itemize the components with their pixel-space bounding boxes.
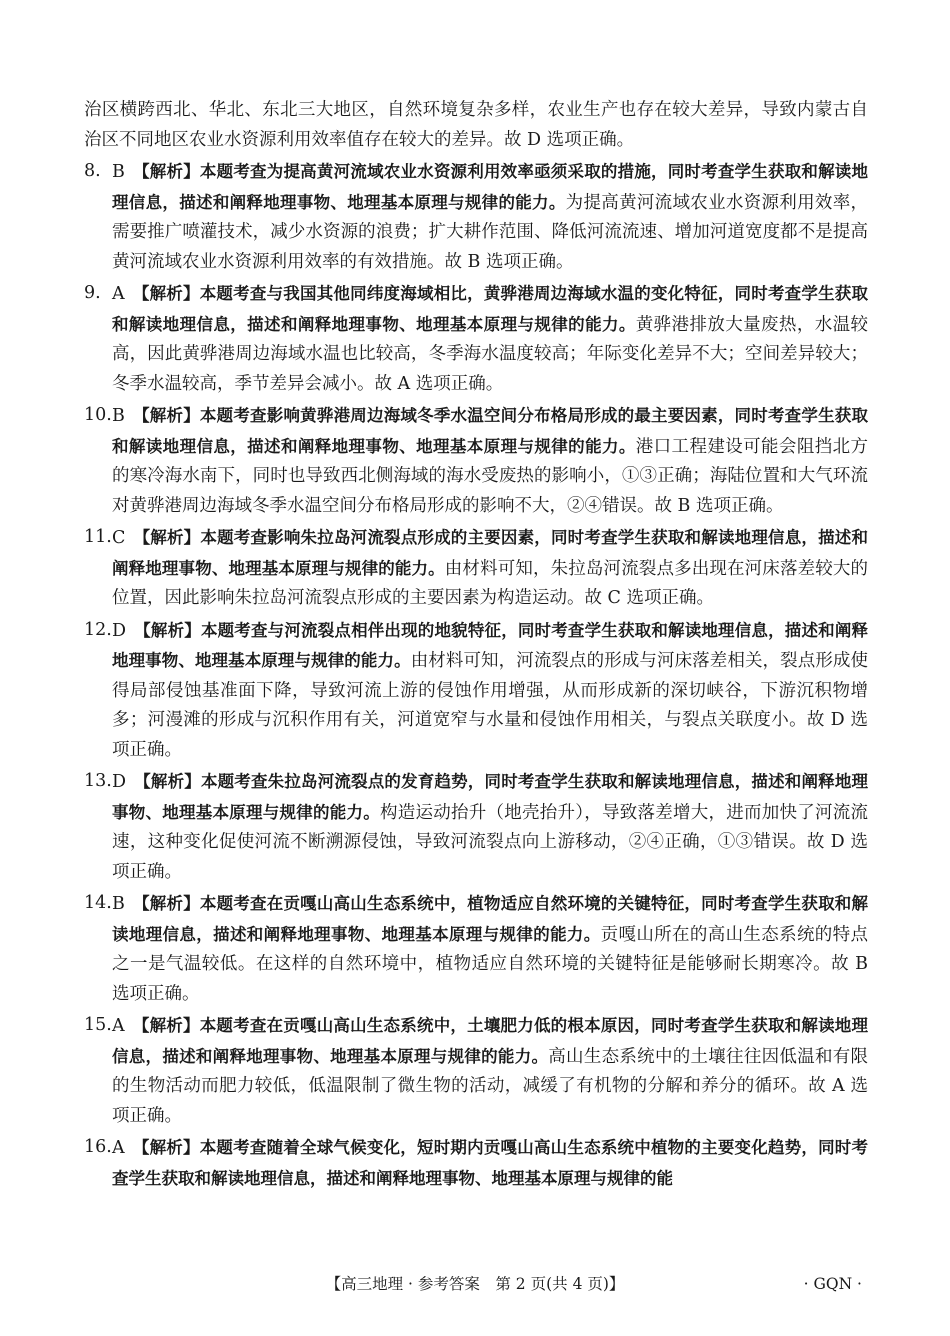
answer-item-12 [84,616,868,766]
analysis-text: 高山生态系统中的土壤往往因低温和有限的生物活动而肥力较低，低温限制了微生物的活动，减缓了有机物的分解和养分的循环。故 A 选项正确。 [112,1046,869,1126]
answer-item-11 [84,523,868,614]
item-answer: D [112,620,127,641]
item-number: 13. [84,771,112,791]
analysis-tag: 【解析】 [132,284,200,303]
analysis-focus: 本题考查与我国其他同纬度海域相比，黄骅港周边海域水温的变化特征，同时考查学生获取和解读地理信息，描述和阐释地理事物、地理基本原理与规律的能力。 [112,284,869,334]
analysis-tag: 【解析】 [133,528,201,547]
answer-item-16 [84,1133,868,1194]
analysis-focus: 本题考查为提高黄河流域农业水资源利用效率亟须采取的措施，同时考查学生获取和解读地理信息，描述和阐释地理事物、地理基本原理与规律的能力。 [112,162,869,212]
answer-item-10 [84,401,868,521]
answer-item-15 [84,1011,868,1131]
item-number: 16. [84,1137,112,1157]
analysis-focus: 本题考查与河流裂点相伴出现的地貌特征，同时考查学生获取和解读地理信息，描述和阐释地理事物、地理基本原理与规律的能力。 [112,620,869,670]
item-answer: B [112,894,125,914]
item-number: 15. [84,1015,112,1035]
item-number: 8. [84,161,101,181]
item-answer: C [112,528,126,548]
answer-content [84,96,868,1196]
analysis-text: 由材料可知，河流裂点的形成与河床落差相关，裂点形成使得局部侵蚀基准面下降，导致河流上游的侵蚀作用增强，从而形成新的深切峡谷，下游沉积物增多；河漫滩的形成与沉积作用有关，河道宽窄与水量和侵蚀作用相关，与裂点关联度小。故 D 选项正确。 [112,651,869,760]
answer-item-14 [84,889,868,1009]
item-answer: B [112,406,125,426]
item-answer: B [112,162,125,182]
analysis-tag: 【解析】 [132,406,200,425]
analysis-tag: 【解析】 [134,772,201,791]
analysis-focus: 本题考查随着全球气候变化，短时期内贡嘎山高山生态系统中植物的主要变化趋势，同时考查学生获取和解读地理信息，描述和阐释地理事物、地理基本原理与规律的能 [112,1138,869,1188]
item-number: 11. [84,527,112,547]
analysis-tag: 【解析】 [132,1016,200,1035]
analysis-tag: 【解析】 [132,894,200,913]
item-number: 14. [84,893,112,913]
page-footer [0,1269,950,1299]
item-answer: A [112,1016,125,1036]
item-number: 12. [84,619,112,640]
analysis-focus: 本题考查在贡嘎山高山生态系统中，土壤肥力低的根本原因，同时考查学生获取和解读地理信息，描述和阐释地理事物、地理基本原理与规律的能力。 [112,1016,869,1066]
analysis-tag: 【解析】 [134,620,201,640]
analysis-text: 由材料可知，朱拉岛河流裂点多出现在河床落差较大的位置，因此影响朱拉岛河流裂点形成的主要因素为构造运动。故 C 选项正确。 [112,558,869,608]
item-number: 9. [84,283,101,303]
item-answer: A [112,284,125,304]
analysis-tag: 【解析】 [132,162,200,181]
analysis-tag: 【解析】 [132,1138,200,1157]
analysis-text: 港口工程建设可能会阻挡北方的寒冷海水南下，同时也导致西北侧海域的海水受废热的影响小，①③正确；海陆位置和大气环流对黄骅港周边海域冬季水温空间分布格局形成的影响不大，②④错误。故 B 选项正确。 [112,436,869,516]
continuation-paragraph: 治区横跨西北、华北、东北三大地区，自然环境复杂多样，农业生产也存在较大差异，导致内蒙古自治区不同地区农业水资源利用效率值存在较大的差异。故 D 选项正确。 [84,100,868,150]
footer-page-info: 【高三地理 · 参考答案 第 2 页(共 4 页)】 [325,1275,625,1293]
item-answer: D [112,772,127,792]
analysis-focus: 本题考查影响黄骅港周边海域冬季水温空间分布格局形成的最主要因素，同时考查学生获取和解读地理信息，描述和阐释地理事物、地理基本原理与规律的能力。 [112,406,869,456]
item-answer: A [112,1138,125,1158]
analysis-text: 为提高黄河流域农业水资源利用效率，需要推广喷灌技术，减少水资源的浪费；扩大耕作范围、降低河流流速、增加河道宽度都不是提高黄河流域农业水资源利用效率的有效措施。故 B 选项正确。 [112,192,869,272]
analysis-focus: 本题考查朱拉岛河流裂点的发育趋势，同时考查学生获取和解读地理信息，描述和阐释地理事物、地理基本原理与规律的能力。 [112,772,869,822]
footer-code: · GQN · [803,1275,862,1293]
answer-item-13 [84,767,868,887]
analysis-text: 构造运动抬升（地壳抬升），导致落差增大，进而加快了河流流速，这种变化促使河流不断溯源侵蚀，导致河流裂点向上游移动，②④正确，①③错误。故 D 选项正确。 [112,802,868,882]
analysis-focus: 本题考查影响朱拉岛河流裂点形成的主要因素，同时考查学生获取和解读地理信息，描述和阐释地理事物、地理基本原理与规律的能力。 [112,528,869,578]
analysis-focus: 本题考查在贡嘎山高山生态系统中，植物适应自然环境的关键特征，同时考查学生获取和解读地理信息，描述和阐释地理事物、地理基本原理与规律的能力。 [112,894,869,944]
analysis-text: 黄骅港排放大量废热，水温较高，因此黄骅港周边海域水温也比较高，冬季海水温度较高；年际变化差异不大；空间差异较大；冬季水温较高，季节差异会减小。故 A 选项正确。 [112,314,869,394]
item-number: 10. [84,405,112,425]
answer-item-9 [84,279,868,399]
answer-item-8 [84,157,868,277]
analysis-text: 贡嘎山所在的高山生态系统的特点之一是气温较低。在这样的自然环境中，植物适应自然环境的关键特征是能够耐长期寒冷。故 B 选项正确。 [112,924,869,1004]
